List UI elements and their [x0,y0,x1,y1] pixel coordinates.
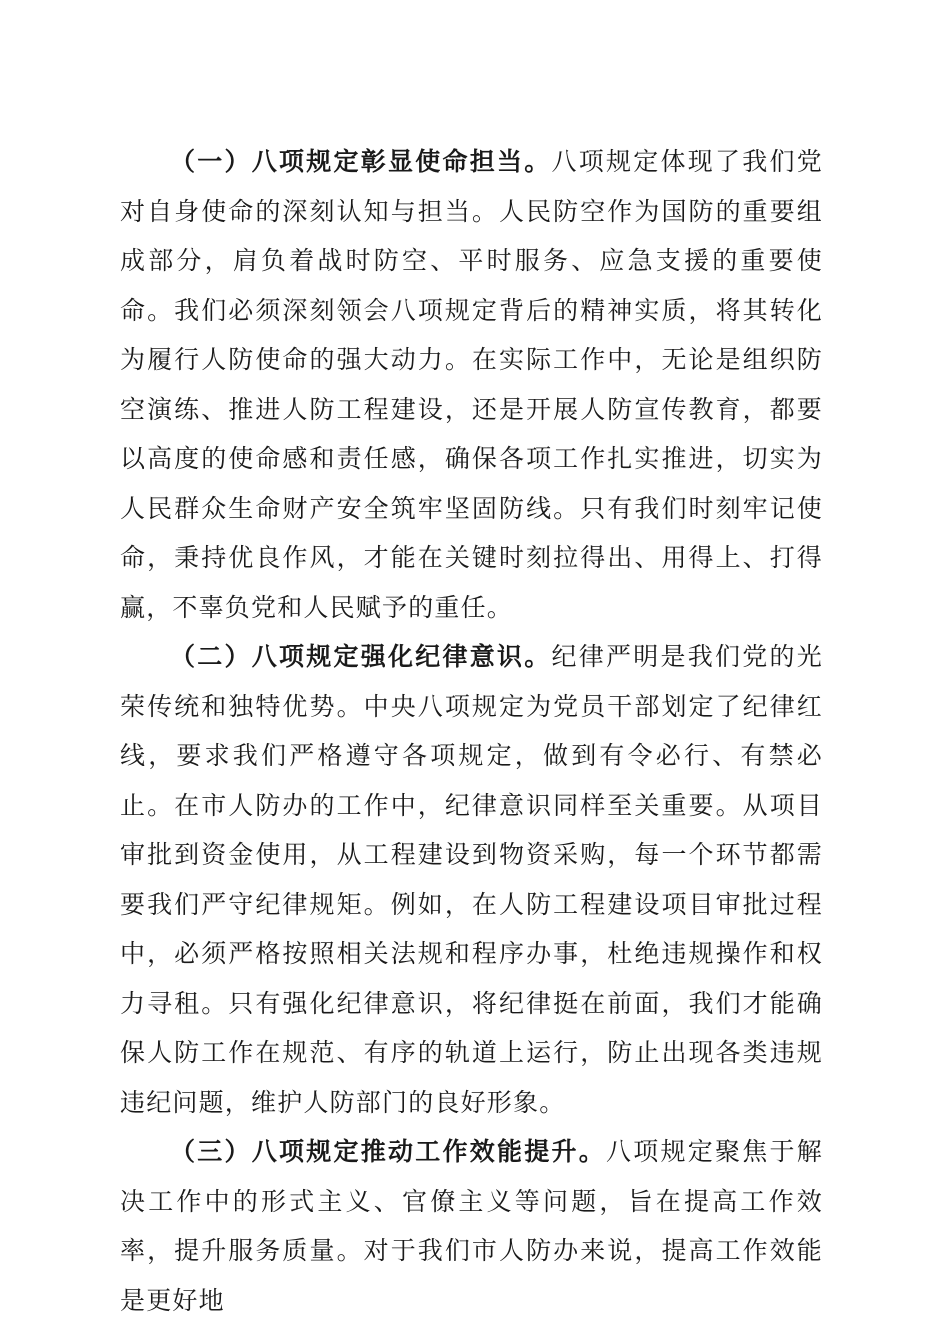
paragraph-1-text: 八项规定体现了我们党对自身使命的深刻认知与担当。人民防空作为国防的重要组成部分，肩负着战时防空、平时服务、应急支援的重要使命。我们必须深刻领会八项规定背后的精神实质，将其转化为履行人防使命的强大动力。在实际工作中，无论是组织防空演练、推进人防工程建设，还是开展人防宣传教育，都要以高度的使命感和责任感，确保各项工作扎实推进，切实为人民群众生命财产安全筑牢坚固防线。只有我们时刻牢记使命，秉持优良作风，才能在关键时刻拉得出、用得上、打得赢，不辜负党和人民赋予的重任。 [120,147,823,622]
paragraph-3-heading: （三）八项规定推动工作效能提升。 [170,1137,607,1166]
paragraph-3 [120,1127,823,1325]
paragraph-2-text: 纪律严明是我们党的光荣传统和独特优势。中央八项规定为党员干部划定了纪律红线，要求我们严格遵守各项规定，做到有令必行、有禁必止。在市人防办的工作中，纪律意识同样至关重要。从项目审批到资金使用，从工程建设到物资采购，每一个环节都需要我们严守纪律规矩。例如，在人防工程建设项目审批过程中，必须严格按照相关法规和程序办事，杜绝违规操作和权力寻租。只有强化纪律意识，将纪律挺在前面，我们才能确保人防工作在规范、有序的轨道上运行，防止出现各类违规违纪问题，维护人防部门的良好形象。 [120,642,823,1117]
document-body [120,137,823,1325]
paragraph-2-heading: （二）八项规定强化纪律意识。 [170,642,552,671]
paragraph-1 [120,137,823,632]
paragraph-2 [120,632,823,1127]
paragraph-3-text: 八项规定聚焦于解决工作中的形式主义、官僚主义等问题，旨在提高工作效率，提升服务质量。对于我们市人防办来说，提高工作效能是更好地 [120,1137,823,1315]
paragraph-1-heading: （一）八项规定彰显使命担当。 [170,147,552,176]
